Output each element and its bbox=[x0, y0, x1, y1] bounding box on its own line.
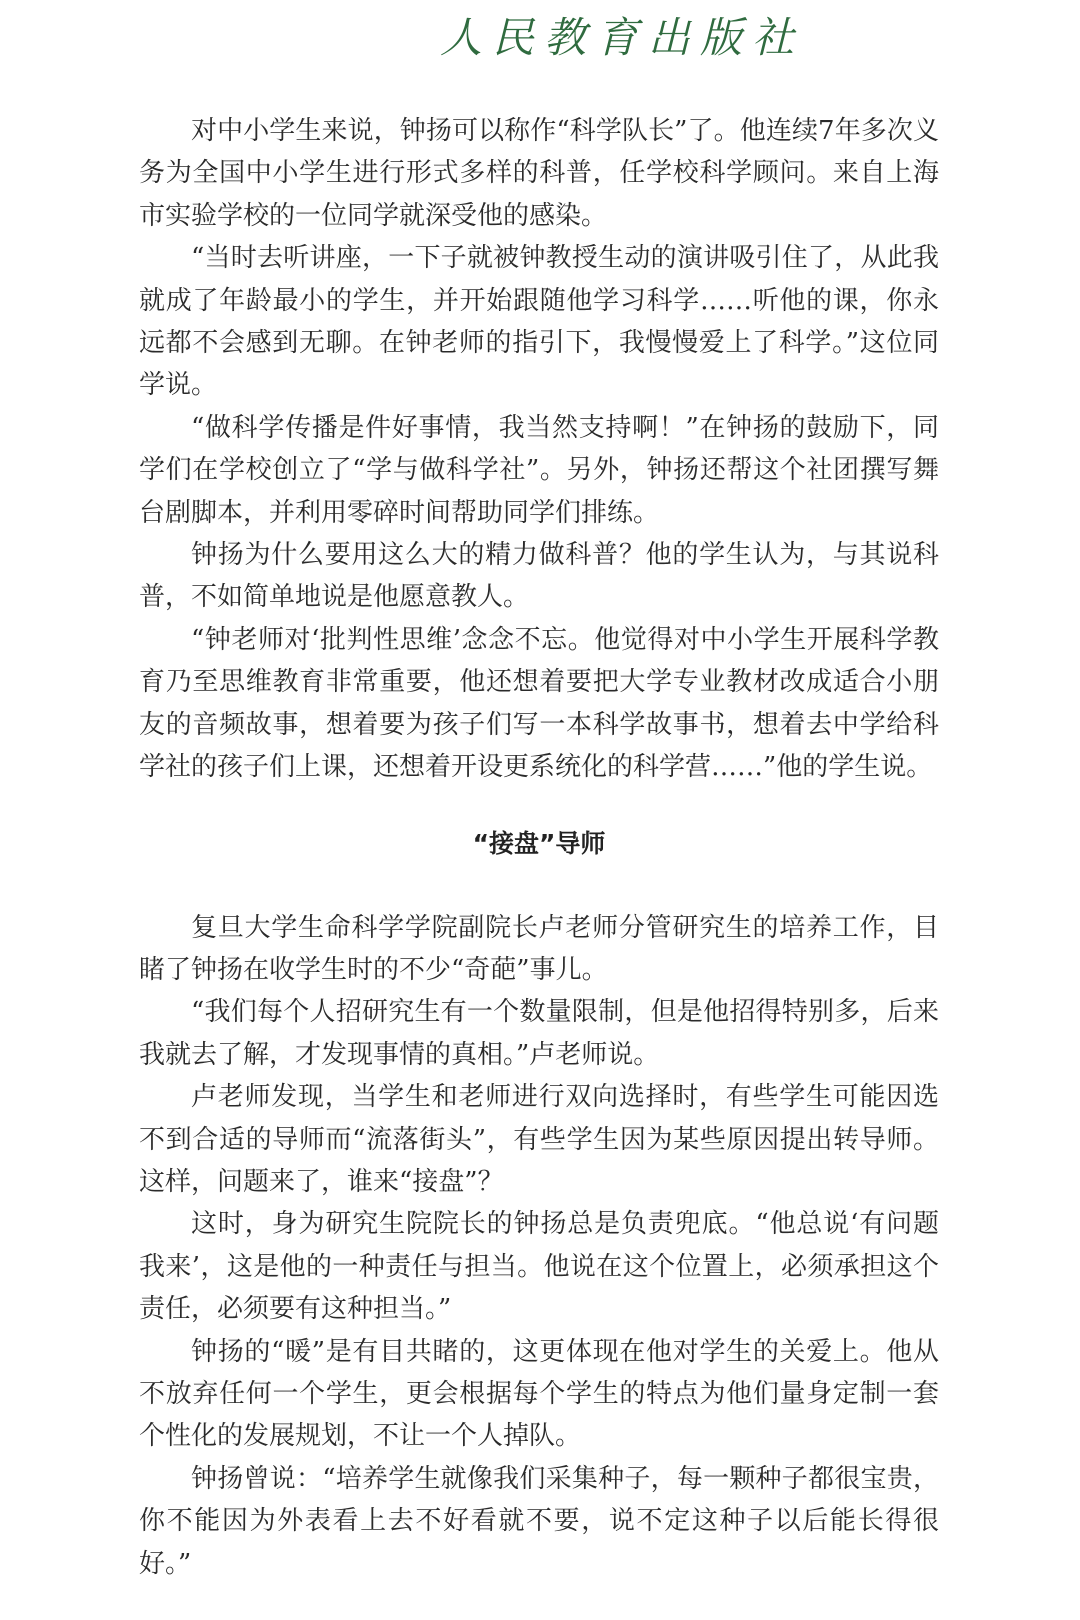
paragraph: “我们每个人招研究生有一个数量限制，但是他招得特别多，后来我就去了解，才发现事情的真相。”卢老师说。 bbox=[139, 997, 939, 1070]
section-takeover-mentor bbox=[139, 907, 939, 1586]
paragraph: “做科学传播是件好事情，我当然支持啊！”在钟扬的鼓励下，同学们在学校创立了“学与做科学社”。另外，钟扬还帮这个社团撰写舞台剧脚本，并利用零碎时间帮助同学们排练。 bbox=[139, 412, 939, 528]
section-science-captain bbox=[139, 110, 939, 789]
article-body bbox=[139, 110, 939, 1585]
paragraph: “当时去听讲座，一下子就被钟教授生动的演讲吸引住了，从此我就成了年龄最小的学生，并开始跟随他学习科学……听他的课，你永远都不会感到无聊。在钟老师的指引下，我慢慢爱上了科学。”这位同学说。 bbox=[139, 243, 939, 401]
paragraph: “钟老师对‘批判性思维’念念不忘。他觉得对中小学生开展科学教育乃至思维教育非常重要，他还想着要把大学专业教材改成适合小朋友的音频故事，想着要为孩子们写一本科学故事书，想着去中学给科学社的孩子们上课，还想着开设更系统化的科学营……”他的学生说。 bbox=[139, 624, 939, 783]
paragraph: 这时，身为研究生院院长的钟扬总是负责兜底。“他总说‘有问题我来’，这是他的一种责任与担当。他说在这个位置上，必须承担这个责任，必须要有这种担当。” bbox=[139, 1209, 939, 1325]
paragraph: 卢老师发现，当学生和老师进行双向选择时，有些学生可能因选不到合适的导师而“流落街头”，有些学生因为某些原因提出转导师。这样，问题来了，谁来“接盘”？ bbox=[139, 1082, 939, 1197]
paragraph: 钟扬的“暖”是有目共睹的，这更体现在他对学生的关爱上。他从不放弃任何一个学生，更会根据每个学生的特点为他们量身定制一套个性化的发展规划，不让一个人掉队。 bbox=[139, 1336, 939, 1452]
paragraph: 钟扬曾说：“培养学生就像我们采集种子，每一颗种子都很宝贵，你不能因为外表看上去不好看就不要，说不定这种子以后能长得很好。” bbox=[139, 1463, 939, 1579]
publisher-logo bbox=[440, 8, 805, 68]
paragraph: 钟扬为什么要用这么大的精力做科普？他的学生认为，与其说科普，不如简单地说是他愿意教人。 bbox=[139, 540, 939, 613]
paragraph: 对中小学生来说，钟扬可以称作“科学队长”了。他连续7年多次义务为全国中小学生进行形式多样的科普，任学校科学顾问。来自上海市实验学校的一位同学就深受他的感染。 bbox=[139, 116, 939, 231]
publisher-logo-text: 人民教育出版社 bbox=[440, 13, 805, 62]
paragraph: 复旦大学生命科学学院副院长卢老师分管研究生的培养工作，目睹了钟扬在收学生时的不少“奇葩”事儿。 bbox=[139, 912, 939, 985]
section-heading: “接盘”导师 bbox=[472, 828, 606, 858]
